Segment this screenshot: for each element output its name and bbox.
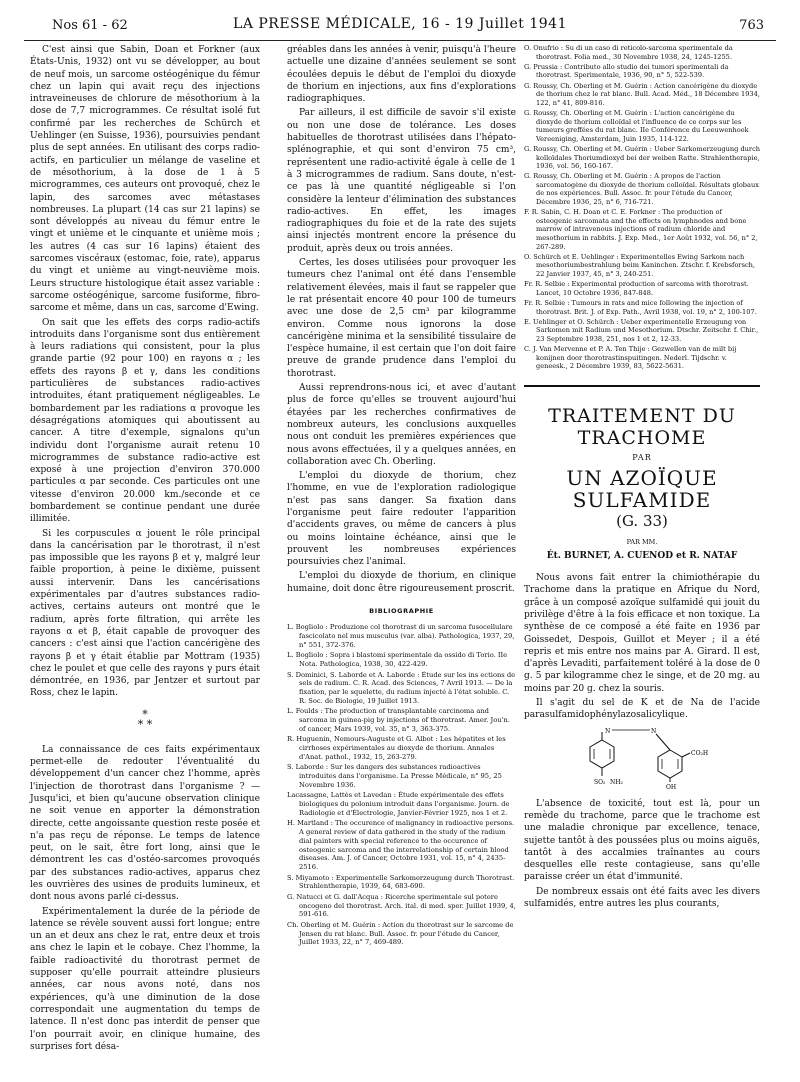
benzene-ring-right — [658, 750, 682, 778]
formula-n1: N — [605, 727, 611, 735]
issue-number: Nos 61 - 62 — [52, 18, 128, 33]
bibliography-entry: S. Laborde : Sur les dangers des substances radioactives introduites dans l'organisme. La Presse Médicale, n° 95, 25 Novembre 1936. — [287, 763, 502, 789]
bibliography-entry: L. Bogliolo : Sopra i blastomi sperimentale da ossido di Torio. IIe Nota. Pathologica, 1938, 30, 422-429. — [287, 651, 508, 669]
article-title-block — [524, 385, 760, 562]
bibliography-entry: L. Bogliolo : Produzione col thorotrast di un sarcoma fusocellulare fascicolato nel mus musculus (var. alba). Pathologica, 1937, 29, n° 551, 372-376. — [287, 623, 515, 649]
bibliography-entry: Fr. R. Selbie : Experimental production of sarcoma with thorotrast. Lancet, 10 Octobre 1936, 847-848. — [524, 280, 749, 297]
article-par-mm: PAR MM. — [626, 537, 658, 546]
chemical-formula — [572, 726, 712, 792]
bond — [682, 753, 690, 757]
bibliography-heading: BIBLIOGRAPHIE — [369, 607, 434, 616]
paragraph: L'emploi du dioxyde de thorium, en clinique humaine, doit donc être rigoureusement proscrit. — [287, 571, 516, 594]
formula-so2: SO₂ — [594, 778, 606, 786]
bibliography-entry: S. Dominici, S. Laborde et A. Laborde : Étude sur les ins ections de sels de radium. C. R. Acad. des Sciences, 7 Avril 1913. — De la fixation, par le squelette, du radium injecté à l'état soluble. C. R. Soc. de Biologie, 19 Juillet 1913. — [287, 670, 516, 705]
bibliography-entry: Lacassagne, Lattès et Lavedan : Étude expérimentale des effets biologiques du polonium introduit dans l'organisme. Journ. de Radiologie et d'Électrologie, Janvier-Février 1925, nos 1 et 2. — [287, 791, 510, 817]
paragraph: Nous avons fait entrer la chimiothérapie du Trachome dans la pratique en Afrique du Nord, grâce à un composé azoïque sulfamidé qui jouit du privilège d'être à la fois efficace et non toxique. La synthèse de ce composé a été faite en 1936 par Goissedet, Despois, Guillot et Meyer ; il a été repris et mis entre nos mains par A. Girard. Il est, d'après Levaditi, parfaitement toléré à la dose de 0 g. 5 par kilogramme chez le singe, et de 20 mg. au moins par 20 g. chez la souris. — [524, 573, 760, 694]
formula-n2: N — [651, 727, 657, 735]
bibliography-list — [287, 623, 516, 947]
bibliography-entry: L. Foulds : The production of transplantable carcinoma and sarcoma in guinea-pig by injections of thorotrast. Amer. Jou'n. of cancer, Mars 1939, vol. 35, n° 3, 363-375. — [287, 707, 510, 733]
bibliography-entry: G. Roussy, Ch. Oberling et M. Guérin : A propos de l'action sarcomatogène du dioxyde de thorium colloïdal. Résultats globaux de nos expériences. Bull. Assoc. fr. pour l'étude du Cancer, Décembre 1936, 25, n° 6, 716-721. — [524, 172, 759, 207]
bond — [656, 734, 670, 750]
bibliography-entry: Ch. Oberling et M. Guérin : Action du thorotrast sur le sarcome de Jensen du rat blanc. Bull. Assoc. fr. pour l'étude du Cancer, Juillet 1933, 22, n° 7, 469-489. — [287, 920, 514, 947]
bibliography-entry: G. Roussy, Ch. Oberling et M. Guérin : Action cancérigène du dioxyde de thorium chez le rat blanc. Bull. Acad. Méd., 18 Décembre 1934, 122, n° 41, 809-816. — [524, 81, 760, 107]
bibliography-list — [524, 44, 760, 371]
paragraph: On sait que les effets des corps radio-actifs introduits dans l'organisme sont dus entièrement à leurs radiations qui consistent, pour la plus grande partie (92 pour 100) en rayons α ; les effets des rayons β et γ, dans les conditions particulières de substances radio-actives introduites, étant pratiquement négligeables. Le bombardement par les radiations α provoque les désagrégations atomiques qui aboutissent au cancer. A titre d'exemple, signalons qu'un individu dont l'organisme aurait retenu 10 microgrammes de substance radio-active est exposé à une projection d'environ 370.000 particules α par seconde. Ces particules ont une vitesse d'environ 20.000 km./seconde et ce bombardement se continue pendant une durée illimitée. — [30, 317, 260, 525]
paragraph: gréables dans les années à venir, puisqu'à l'heure actuelle une dizaine d'années seulement se sont écoulées depuis le début de l'emploi du dioxyde de thorium en injections, aux fins d'explorations radiographiques. — [287, 45, 516, 105]
page-number: 763 — [739, 18, 764, 33]
article-code: (G. 33) — [616, 512, 668, 531]
column-1 — [30, 44, 260, 1055]
bibliography-entry: G. Natucci et G. dall'Acqua : Ricerche sperimentale sul potere oncogeno del thorotrast. Arch. ital. di med. sper. Juillet 1939, 4, 591-616. — [287, 892, 516, 919]
paragraph: Certes, les doses utilisées pour provoquer les tumeurs chez l'animal ont été dans l'ensemble relativement élevées, mais il faut se rappeler que le rat présentait encore 40 pour 100 de tumeurs avec une dose de 2,5 cm³ par kilogramme environ. Comme nous ignorons la dose cancérigène minima et la sensibilité tissulaire de l'espèce humaine, il est certain que l'on doit faire preuve de grande prudence dans l'emploi du thorotrast. — [287, 258, 516, 379]
paragraph: Aussi reprendrons-nous ici, et avec d'autant plus de force qu'elles se trouvent aujourd'hui étayées par les recherches confirmatives de nombreux auteurs, les conclusions auxquelles nous ont conduit les premières expériences que nous avons effectuées, il y a quelques années, en collaboration avec Ch. Oberling. — [287, 383, 516, 467]
paragraph: Expérimentalement la durée de la période de latence se révèle souvent aussi fort longue; entre un an et deux ans chez le rat, entre deux et trois ans chez le lapin et le cobaye. Chez l'homme, la faible radioactivité du thorotrast permet de supposer qu'elle pourrait atteindre plusieurs années, car nous avons noté, dans nos expériences, qu'à une diminution de la dose correspondait une augmentation du temps de latence. Il n'est donc pas interdit de penser que l'on pourrait avoir, en clinique humaine, des surprises fort désa- — [30, 906, 260, 1052]
bibliography-entry: H. Martland : The occurence of malignancy in radioactive persons. A general review of data gathered in the study of the radium dial painters with special reference to the occurence of osteogenic sarcoma and the interrelationship of certain blood diseases. Am. J. of Cancer, Octobre 1931, vol. 15, n° 4, 2435-2516. — [287, 819, 515, 872]
bibliography-entry: S. Miyamoto : Experimentelle Sarkomerzeugung durch Thorotrast. Strahlentherapie, 1939, 64, 683-690. — [287, 873, 515, 891]
formula-nh2: NH₂ — [610, 778, 623, 786]
formula-co2h: CO₂H — [691, 749, 709, 757]
article-title-par: PAR — [632, 452, 652, 462]
bibliography-entry: E. Uehlinger et O. Schürch : Ueber experimentelle Erzeugung von Sarkomen mit Radium und Mesothorium. Dtschr. Zeitschr. f. Chir., 23 Septembre 1938, 251, nos 1 et 2, 12-33. — [524, 317, 759, 343]
bibliography-entry: Fr. R. Selbie : Tumours in rats and mice following the injection of thorotrast. Brit. J. of Exp. Path., Avril 1938, vol. 19, n° 2, 100-107. — [524, 298, 757, 316]
column-3 — [524, 44, 760, 912]
paragraph: C'est ainsi que Sabin, Doan et Forkner (aux États-Unis, 1932) ont vu se développer, au bout de neuf mois, un sarcome ostéogénique du fémur chez un lapin qui avait reçu des injections intraveineuses de chlorure de mésothorium à la dose de 7,7 microgrammes. Ce résultat isolé fut confirmé par les recherches de Schürch et Uehlinger (en Suisse, 1936), poursuivies pendant plus de sept années. En utilisant des corps radio-actifs, en particulier un mélange de vaseline et de mésothorium, à la dose de 1 à 5 microgrammes, ces auteurs ont provoqué, chez le lapin, des sarcomes avec métastases nombreuses. La plupart (14 cas sur 21 lapins) se sont développés au niveau du fémur entre le vingt et unième et le cinquante et unième mois ; les autres (4 cas sur 16 lapins) étaient des sarcomes viscéraux (estomac, foie, rate), apparus du vingt et unième au vingt-neuvième mois. Leurs structure histologique était assez variable : sarcome ostéogénique, sarcome fusiforme, fibro-sarcome et même, dans un cas, sarcome d'Ewing. — [30, 45, 260, 314]
article-title-line-1: TRAITEMENT DU TRACHOME — [548, 404, 736, 449]
paragraph: L'absence de toxicité, tout est là, pour un remède du trachome, parce que le trachome est une maladie chronique par excellence, tenace, sujette tantôt à des poussées plus ou moins aiguës, tantôt à des accalmies traînantes au cours desquelles elle reste contagieuse, sans qu'elle paraisse créer un état d'immunité. — [524, 798, 760, 883]
bibliography-entry: C. J. Van Mervenne et P. A. Ten Thije : Gezwellen van de milt bij konijnen door thorotrastinspuitingen. Nederl. Tijdschr. v. geneesk., 2 Décembre 1939, 83, 5622-5631. — [524, 345, 737, 371]
bibliography-entry: F. R. Sabin, C. H. Doan et C. E. Forkner : The production of osteogenic sarcomata and the effects on lymphnodes and bone marrow of intravenous injections of radium chloride and mesothorium in rabbits. J. Exp. Med., 1er Août 1932, vol. 56, n° 2, 267-289. — [524, 208, 758, 251]
paragraph: La connaissance de ces faits expérimentaux permet-elle de redouter l'éventualité du développement d'un cancer chez l'homme, après l'injection de thorotrast dans l'organisme ? — Jusqu'ici, et bien qu'aucune observation clinique ne soit venue en apporter la démonstration directe, cette angoissante question reste posée et n'a pas reçu de réponse. Le temps de latence peut, on le sait, être fort long, ainsi que le démontrent les cas d'ostéo-sarcomes provoqués par des substances radio-actives, apparus chez les ouvrières des usines de produits lumineux, et dont nous avons parlé ci-dessus. — [30, 744, 260, 903]
paragraph: Si les corpuscules α jouent le rôle principal dans la cancérisation par le thorotrast, il n'est pas impossible que les rayons β et γ, malgré leur faible proportion, à peine le dixième, puissent aussi intervenir. Dans les cancérisations expérimentales par d'autres substances radio-actives, certains auteurs ont montré que le radium, après forte filtration, qui arrête les rayons α et β, était capable de provoquer des cancers : c'est ainsi que l'action cancérigène des rayons β et γ était établie par Mottram (1935) chez le poulet et que celle des rayons γ purs était démontrée, en 1936, par Jentzer et surtout par Ross, chez le lapin. — [30, 528, 260, 699]
article-body — [524, 572, 760, 910]
bibliography-entry: R. Huguenin, Nemours-Auguste et G. Albot : Les hépatites et les cirrhoses expérimentales au dioxyde de thorium. Annales d'Anat. pathol., 1932, 15, 263-279. — [287, 735, 506, 761]
paragraph: Par ailleurs, il est difficile de savoir s'il existe ou non une dose de tolérance. Les doses habituelles de thorotrast utilisées dans l'hépato-splénographie, et qui sont d'environ 75 cm³, représentent une radio-activité égale à celle de 1 à 3 microgrammes de radium. Sans doute, n'est-ce pas là une quantité négligeable si l'on considère la lenteur d'élimination des substances radio-actives. En effet, les images radiographiques du foie et de la rate des sujets ainsi injectés montrent encore la présence du produit, après deux ou trois années. — [287, 108, 516, 254]
article-title-line-2: UN AZOÏQUE SULFAMIDE — [566, 466, 718, 513]
page-header — [24, 14, 776, 41]
article-authors: Ét. BURNET, A. CUENOD et R. NATAF — [546, 550, 738, 561]
formula-oh: OH — [666, 783, 677, 791]
bibliography-entry: O. Schürch et E. Uehlinger : Experimentelles Ewing Sarkom nach mesothoriumbestrahlung beim Kaninchen. Ztschr. f. Krebsforsch, 22 Janvier 1937, 45, n° 3, 240-251. — [524, 252, 755, 278]
bibliography-entry: O. Onufrio : Su di un caso di reticolo-sarcoma sperimentale da thorotrast. Folia med., 30 Novembre 1938, 24, 1245-1255. — [524, 44, 733, 61]
benzene-ring-left — [590, 740, 614, 768]
paragraph: Il s'agit du sel de K et de Na de l'acide parasulfamidophénylazosalicylique. — [524, 698, 760, 721]
section-separator: * * * — [137, 707, 153, 731]
bibliography-entry: G. Roussy, Ch. Oberling et M. Guérin : Ueber Sarkomerzeugung durch kolloïdales Thoriumdioxyd bei der weiben Ratte. Strahlentherapie, 1936, vol. 56, 160-167. — [524, 144, 761, 171]
bibliography-entry: G. Prussia : Contributo allo studio dei tumori sperimentali da thorotrast. Sperimentale, 1936, 90, n° 5, 522-539. — [524, 62, 729, 80]
journal-title: LA PRESSE MÉDICALE, 16 - 19 Juillet 1941 — [233, 16, 567, 32]
column-2 — [287, 44, 516, 949]
paragraph: De nombreux essais ont été faits avec les divers sulfamidés, entre autres les plus courants, — [524, 886, 760, 910]
paragraph: L'emploi du dioxyde de thorium, chez l'homme, en vue de l'exploration radiologique n'est pas sans danger. Sa fixation dans l'organisme peut faire redouter l'apparition d'accidents graves, ou même de cancers à plus ou moins lointaine échéance, ainsi que le prouvent les nombreuses expériences poursuivies chez l'animal. — [287, 471, 516, 568]
bibliography-entry: G. Roussy, Ch. Oberling et M. Guérin : L'action cancérigène du dioxyde de thorium colloïdal et l'influence de ce corps sur les tumeurs greffées du rat blanc. IIe Conférence du Leeuwenhoek Vereeniging, Amsterdam, Juin 1935, 114-122. — [524, 108, 749, 143]
